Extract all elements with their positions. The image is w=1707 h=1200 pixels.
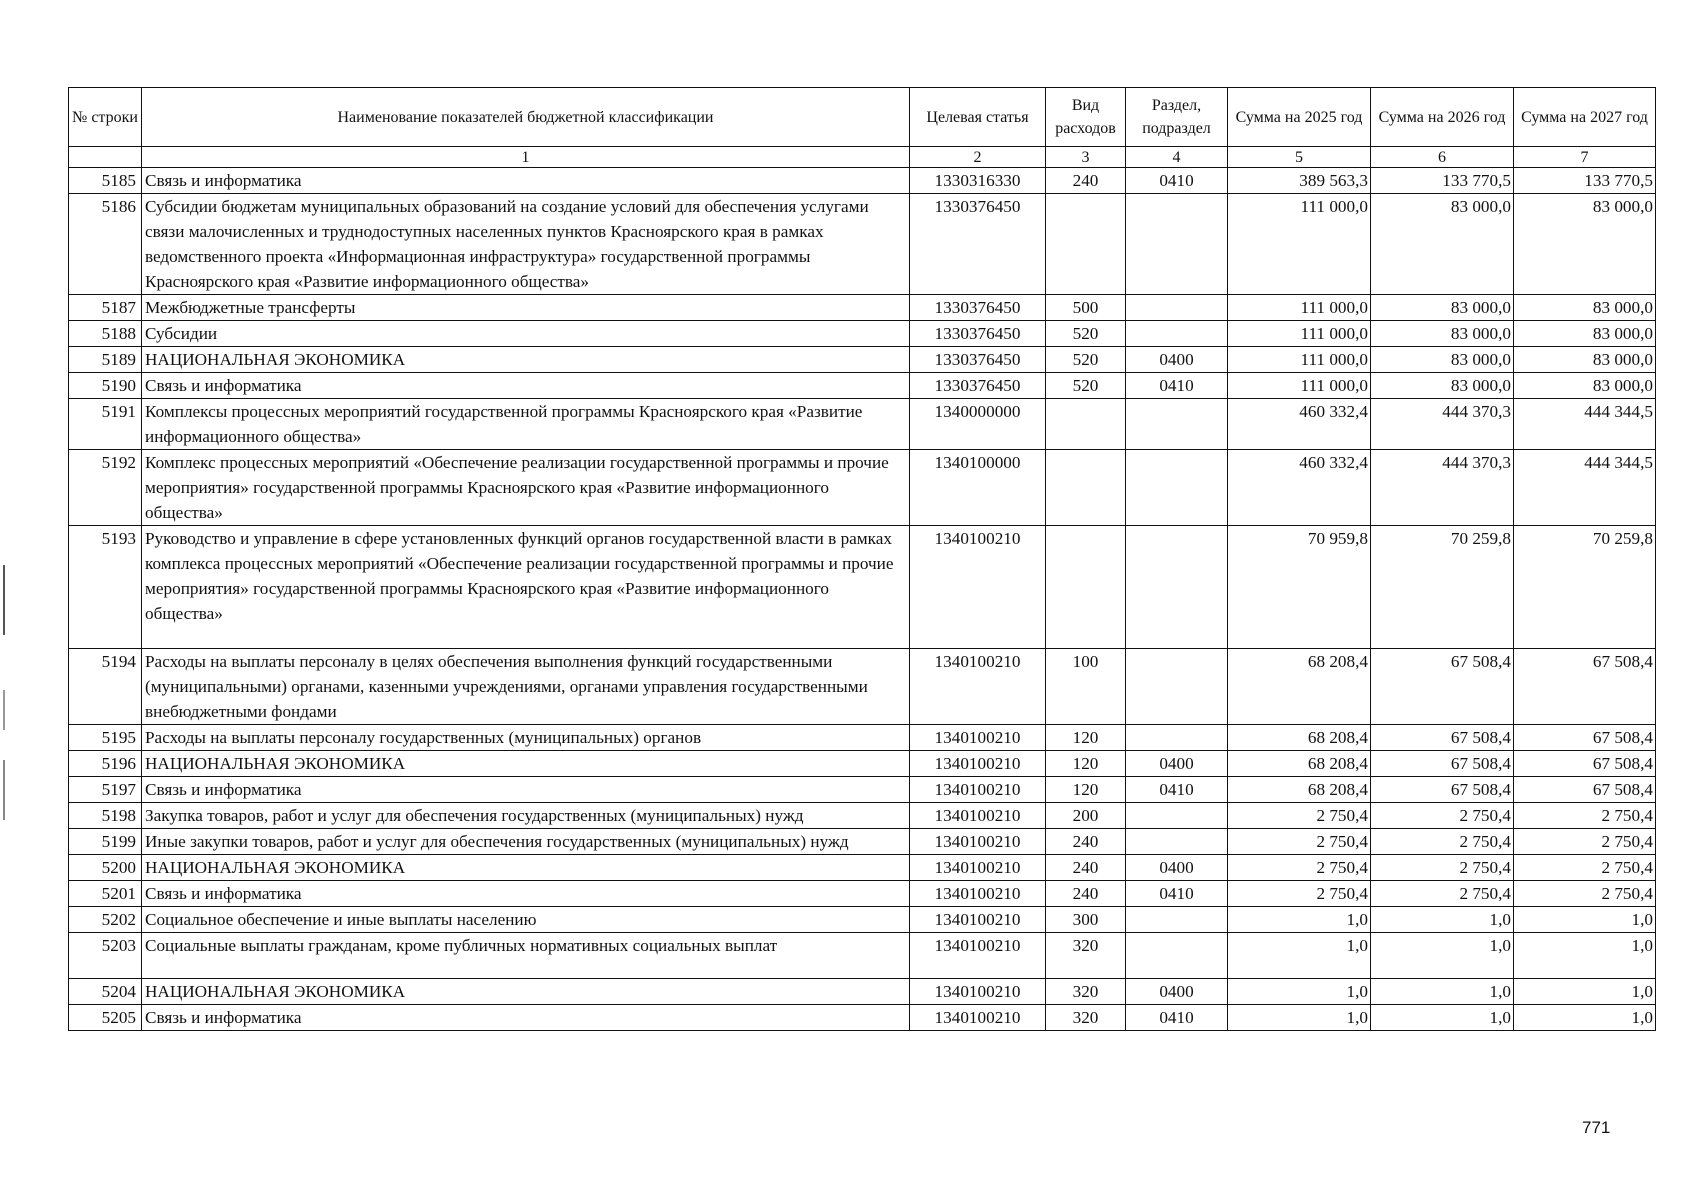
sum-2027-cell: 83 000,0 xyxy=(1514,295,1656,321)
section-cell xyxy=(1126,295,1228,321)
column-number: 7 xyxy=(1514,147,1656,168)
sum-2025-cell: 1,0 xyxy=(1228,933,1371,979)
sum-2026-cell: 444 370,3 xyxy=(1371,450,1514,526)
sum-2027-cell: 444 344,5 xyxy=(1514,450,1656,526)
sum-2026-cell: 83 000,0 xyxy=(1371,347,1514,373)
table-row xyxy=(69,725,1656,751)
table-row xyxy=(69,803,1656,829)
row-number-cell: 5189 xyxy=(69,347,142,373)
sum-2025-cell: 389 563,3 xyxy=(1228,168,1371,194)
table-row xyxy=(69,881,1656,907)
table-row xyxy=(69,399,1656,450)
target-article-cell: 1340000000 xyxy=(910,399,1046,450)
section-cell xyxy=(1126,907,1228,933)
table-row xyxy=(69,347,1656,373)
sum-2026-cell: 67 508,4 xyxy=(1371,649,1514,725)
row-number-cell: 5185 xyxy=(69,168,142,194)
section-cell xyxy=(1126,649,1228,725)
sum-2026-cell: 1,0 xyxy=(1371,979,1514,1005)
sum-2027-cell: 83 000,0 xyxy=(1514,347,1656,373)
column-number: 1 xyxy=(142,147,910,168)
sum-2025-cell: 2 750,4 xyxy=(1228,855,1371,881)
header-row-number: № строки xyxy=(69,88,142,147)
section-cell xyxy=(1126,933,1228,979)
sum-2026-cell: 2 750,4 xyxy=(1371,829,1514,855)
target-article-cell: 1340100210 xyxy=(910,1005,1046,1031)
sum-2025-cell: 111 000,0 xyxy=(1228,295,1371,321)
table-row xyxy=(69,1005,1656,1031)
indicator-name-cell: Социальное обеспечение и иные выплаты населению xyxy=(142,907,910,933)
sum-2027-cell: 1,0 xyxy=(1514,933,1656,979)
scan-margin-mark xyxy=(3,760,5,820)
expense-type-cell: 500 xyxy=(1046,295,1126,321)
header-expense-type: Вид расходов xyxy=(1046,88,1126,147)
expense-type-cell: 520 xyxy=(1046,321,1126,347)
section-cell xyxy=(1126,803,1228,829)
target-article-cell: 1340100000 xyxy=(910,450,1046,526)
sum-2025-cell: 70 959,8 xyxy=(1228,526,1371,649)
expense-type-cell: 120 xyxy=(1046,751,1126,777)
section-cell: 0410 xyxy=(1126,1005,1228,1031)
expense-type-cell: 320 xyxy=(1046,979,1126,1005)
sum-2027-cell: 67 508,4 xyxy=(1514,777,1656,803)
target-article-cell: 1340100210 xyxy=(910,855,1046,881)
table-row xyxy=(69,855,1656,881)
row-number-cell: 5186 xyxy=(69,194,142,295)
indicator-name-cell: Иные закупки товаров, работ и услуг для обеспечения государственных (муниципальных) нужд xyxy=(142,829,910,855)
indicator-name-cell: Социальные выплаты гражданам, кроме публичных нормативных социальных выплат xyxy=(142,933,910,979)
sum-2025-cell: 68 208,4 xyxy=(1228,725,1371,751)
row-number-cell: 5198 xyxy=(69,803,142,829)
target-article-cell: 1330376450 xyxy=(910,373,1046,399)
row-number-cell: 5196 xyxy=(69,751,142,777)
sum-2025-cell: 68 208,4 xyxy=(1228,751,1371,777)
section-cell xyxy=(1126,194,1228,295)
expense-type-cell xyxy=(1046,526,1126,649)
sum-2027-cell: 2 750,4 xyxy=(1514,881,1656,907)
sum-2026-cell: 70 259,8 xyxy=(1371,526,1514,649)
indicator-name-cell: Закупка товаров, работ и услуг для обеспечения государственных (муниципальных) нужд xyxy=(142,803,910,829)
sum-2027-cell: 83 000,0 xyxy=(1514,321,1656,347)
row-number-cell: 5191 xyxy=(69,399,142,450)
row-number-cell: 5197 xyxy=(69,777,142,803)
row-number-cell: 5193 xyxy=(69,526,142,649)
indicator-name-cell: НАЦИОНАЛЬНАЯ ЭКОНОМИКА xyxy=(142,855,910,881)
section-cell: 0410 xyxy=(1126,168,1228,194)
header-sum-2027: Сумма на 2027 год xyxy=(1514,88,1656,147)
header-section: Раздел, подраздел xyxy=(1126,88,1228,147)
header-sum-2026: Сумма на 2026 год xyxy=(1371,88,1514,147)
expense-type-cell: 240 xyxy=(1046,855,1126,881)
sum-2026-cell: 83 000,0 xyxy=(1371,194,1514,295)
target-article-cell: 1340100210 xyxy=(910,777,1046,803)
scan-margin-mark xyxy=(3,565,5,635)
target-article-cell: 1340100210 xyxy=(910,751,1046,777)
expense-type-cell: 100 xyxy=(1046,649,1126,725)
target-article-cell: 1330376450 xyxy=(910,321,1046,347)
expense-type-cell: 320 xyxy=(1046,1005,1126,1031)
table-row xyxy=(69,194,1656,295)
indicator-name-cell: Связь и информатика xyxy=(142,373,910,399)
sum-2027-cell: 1,0 xyxy=(1514,979,1656,1005)
sum-2027-cell: 83 000,0 xyxy=(1514,194,1656,295)
section-cell: 0400 xyxy=(1126,751,1228,777)
section-cell: 0410 xyxy=(1126,777,1228,803)
header-sum-2025: Сумма на 2025 год xyxy=(1228,88,1371,147)
sum-2027-cell: 67 508,4 xyxy=(1514,649,1656,725)
indicator-name-cell: Расходы на выплаты персоналу в целях обеспечения выполнения функций государственными (муниципальными) органами, казенными учреждениями, органами управления государственными внебюджетными фондами xyxy=(142,649,910,725)
indicator-name-cell: Комплексы процессных мероприятий государственной программы Красноярского края «Развитие информационного общества» xyxy=(142,399,910,450)
target-article-cell: 1330376450 xyxy=(910,347,1046,373)
sum-2026-cell: 2 750,4 xyxy=(1371,881,1514,907)
indicator-name-cell: НАЦИОНАЛЬНАЯ ЭКОНОМИКА xyxy=(142,347,910,373)
indicator-name-cell: НАЦИОНАЛЬНАЯ ЭКОНОМИКА xyxy=(142,751,910,777)
indicator-name-cell: Связь и информатика xyxy=(142,777,910,803)
sum-2025-cell: 460 332,4 xyxy=(1228,399,1371,450)
sum-2025-cell: 111 000,0 xyxy=(1228,347,1371,373)
sum-2027-cell: 67 508,4 xyxy=(1514,725,1656,751)
header-target-article: Целевая статья xyxy=(910,88,1046,147)
table-row xyxy=(69,526,1656,649)
sum-2026-cell: 2 750,4 xyxy=(1371,803,1514,829)
row-number-cell: 5200 xyxy=(69,855,142,881)
sum-2027-cell: 70 259,8 xyxy=(1514,526,1656,649)
sum-2027-cell: 83 000,0 xyxy=(1514,373,1656,399)
header-name: Наименование показателей бюджетной классификации xyxy=(142,88,910,147)
section-cell: 0400 xyxy=(1126,347,1228,373)
indicator-name-cell: НАЦИОНАЛЬНАЯ ЭКОНОМИКА xyxy=(142,979,910,1005)
sum-2025-cell: 111 000,0 xyxy=(1228,321,1371,347)
target-article-cell: 1330376450 xyxy=(910,194,1046,295)
sum-2026-cell: 67 508,4 xyxy=(1371,777,1514,803)
indicator-name-cell: Расходы на выплаты персоналу государственных (муниципальных) органов xyxy=(142,725,910,751)
sum-2025-cell: 68 208,4 xyxy=(1228,649,1371,725)
target-article-cell: 1340100210 xyxy=(910,881,1046,907)
target-article-cell: 1340100210 xyxy=(910,725,1046,751)
target-article-cell: 1340100210 xyxy=(910,649,1046,725)
expense-type-cell xyxy=(1046,399,1126,450)
column-number-row xyxy=(69,147,1656,168)
target-article-cell: 1330316330 xyxy=(910,168,1046,194)
row-number-cell: 5204 xyxy=(69,979,142,1005)
table-row xyxy=(69,373,1656,399)
row-number-cell: 5192 xyxy=(69,450,142,526)
table-row xyxy=(69,777,1656,803)
table-header-row xyxy=(69,88,1656,147)
row-number-cell: 5201 xyxy=(69,881,142,907)
expense-type-cell: 240 xyxy=(1046,829,1126,855)
expense-type-cell: 120 xyxy=(1046,777,1126,803)
sum-2026-cell: 83 000,0 xyxy=(1371,373,1514,399)
table-row xyxy=(69,751,1656,777)
section-cell: 0400 xyxy=(1126,855,1228,881)
indicator-name-cell: Межбюджетные трансферты xyxy=(142,295,910,321)
section-cell: 0400 xyxy=(1126,979,1228,1005)
sum-2026-cell: 83 000,0 xyxy=(1371,321,1514,347)
sum-2027-cell: 2 750,4 xyxy=(1514,855,1656,881)
table-row xyxy=(69,450,1656,526)
sum-2026-cell: 67 508,4 xyxy=(1371,751,1514,777)
sum-2025-cell: 1,0 xyxy=(1228,907,1371,933)
sum-2025-cell: 2 750,4 xyxy=(1228,829,1371,855)
row-number-cell: 5195 xyxy=(69,725,142,751)
section-cell xyxy=(1126,829,1228,855)
target-article-cell: 1340100210 xyxy=(910,979,1046,1005)
expense-type-cell: 520 xyxy=(1046,373,1126,399)
column-number: 6 xyxy=(1371,147,1514,168)
scan-margin-mark xyxy=(3,690,5,730)
expense-type-cell: 520 xyxy=(1046,347,1126,373)
sum-2025-cell: 111 000,0 xyxy=(1228,373,1371,399)
sum-2026-cell: 1,0 xyxy=(1371,907,1514,933)
table-row xyxy=(69,933,1656,979)
sum-2025-cell: 111 000,0 xyxy=(1228,194,1371,295)
target-article-cell: 1340100210 xyxy=(910,829,1046,855)
table-body xyxy=(69,168,1656,1031)
sum-2026-cell: 67 508,4 xyxy=(1371,725,1514,751)
indicator-name-cell: Комплекс процессных мероприятий «Обеспечение реализации государственной программы и прочие мероприятия» государственной программы Красноярского края «Развитие информационного общества» xyxy=(142,450,910,526)
expense-type-cell: 300 xyxy=(1046,907,1126,933)
indicator-name-cell: Субсидии xyxy=(142,321,910,347)
section-cell: 0410 xyxy=(1126,373,1228,399)
expense-type-cell: 240 xyxy=(1046,168,1126,194)
table-row xyxy=(69,321,1656,347)
sum-2025-cell: 1,0 xyxy=(1228,1005,1371,1031)
section-cell xyxy=(1126,399,1228,450)
row-number-cell: 5199 xyxy=(69,829,142,855)
table-row xyxy=(69,829,1656,855)
row-number-cell: 5202 xyxy=(69,907,142,933)
target-article-cell: 1340100210 xyxy=(910,907,1046,933)
table-row xyxy=(69,907,1656,933)
sum-2027-cell: 67 508,4 xyxy=(1514,751,1656,777)
table-row xyxy=(69,979,1656,1005)
sum-2027-cell: 2 750,4 xyxy=(1514,803,1656,829)
sum-2026-cell: 444 370,3 xyxy=(1371,399,1514,450)
expense-type-cell: 120 xyxy=(1046,725,1126,751)
sum-2027-cell: 1,0 xyxy=(1514,1005,1656,1031)
sum-2027-cell: 2 750,4 xyxy=(1514,829,1656,855)
row-number-cell: 5188 xyxy=(69,321,142,347)
indicator-name-cell: Связь и информатика xyxy=(142,168,910,194)
row-number-cell: 5205 xyxy=(69,1005,142,1031)
section-cell xyxy=(1126,450,1228,526)
sum-2025-cell: 1,0 xyxy=(1228,979,1371,1005)
expense-type-cell xyxy=(1046,194,1126,295)
row-number-cell: 5194 xyxy=(69,649,142,725)
expense-type-cell: 240 xyxy=(1046,881,1126,907)
sum-2027-cell: 1,0 xyxy=(1514,907,1656,933)
expense-type-cell xyxy=(1046,450,1126,526)
sum-2026-cell: 1,0 xyxy=(1371,1005,1514,1031)
sum-2025-cell: 460 332,4 xyxy=(1228,450,1371,526)
indicator-name-cell: Связь и информатика xyxy=(142,881,910,907)
target-article-cell: 1330376450 xyxy=(910,295,1046,321)
row-number-cell: 5190 xyxy=(69,373,142,399)
target-article-cell: 1340100210 xyxy=(910,526,1046,649)
page-number: 771 xyxy=(1582,1118,1611,1137)
sum-2025-cell: 2 750,4 xyxy=(1228,803,1371,829)
table-row xyxy=(69,649,1656,725)
sum-2025-cell: 2 750,4 xyxy=(1228,881,1371,907)
sum-2026-cell: 83 000,0 xyxy=(1371,295,1514,321)
section-cell xyxy=(1126,321,1228,347)
indicator-name-cell: Связь и информатика xyxy=(142,1005,910,1031)
expense-type-cell: 320 xyxy=(1046,933,1126,979)
indicator-name-cell: Руководство и управление в сфере установленных функций органов государственной власти в рамках комплекса процессных мероприятий «Обеспечение реализации государственной программы и прочие мероприятия» государственной программы Красноярского края «Развитие информационного общества» xyxy=(142,526,910,649)
row-number-cell: 5203 xyxy=(69,933,142,979)
section-cell xyxy=(1126,526,1228,649)
column-number: 2 xyxy=(910,147,1046,168)
sum-2025-cell: 68 208,4 xyxy=(1228,777,1371,803)
section-cell xyxy=(1126,725,1228,751)
expense-type-cell: 200 xyxy=(1046,803,1126,829)
sum-2027-cell: 444 344,5 xyxy=(1514,399,1656,450)
sum-2026-cell: 2 750,4 xyxy=(1371,855,1514,881)
budget-table xyxy=(68,87,1656,1031)
table-row xyxy=(69,168,1656,194)
row-number-cell: 5187 xyxy=(69,295,142,321)
table-row xyxy=(69,295,1656,321)
column-number: 3 xyxy=(1046,147,1126,168)
target-article-cell: 1340100210 xyxy=(910,933,1046,979)
column-number: 5 xyxy=(1228,147,1371,168)
sum-2026-cell: 133 770,5 xyxy=(1371,168,1514,194)
sum-2027-cell: 133 770,5 xyxy=(1514,168,1656,194)
target-article-cell: 1340100210 xyxy=(910,803,1046,829)
indicator-name-cell: Субсидии бюджетам муниципальных образований на создание условий для обеспечения услугами связи малочисленных и труднодоступных населенных пунктов Красноярского края в рамках ведомственного проекта «Информационная инфраструктура» государственной программы Красноярского края «Развитие информационного общества» xyxy=(142,194,910,295)
sum-2026-cell: 1,0 xyxy=(1371,933,1514,979)
section-cell: 0410 xyxy=(1126,881,1228,907)
column-number-empty xyxy=(69,147,142,168)
column-number: 4 xyxy=(1126,147,1228,168)
